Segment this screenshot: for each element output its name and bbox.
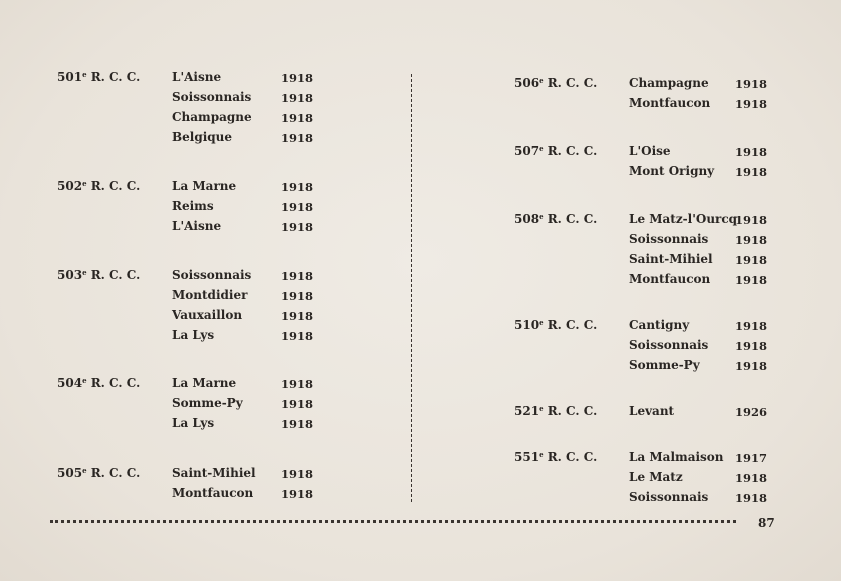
battle-year: 1918 <box>281 220 314 234</box>
regiment-label <box>514 76 597 90</box>
battle-year: 1918 <box>281 131 314 145</box>
regiment-number: 510 <box>514 318 540 332</box>
ordinal-suffix: e <box>82 376 87 385</box>
battle-year: 1918 <box>281 91 314 105</box>
ordinal-suffix: e <box>82 70 87 79</box>
column-divider <box>411 74 412 502</box>
battle-year: 1918 <box>281 309 314 323</box>
regiment-number: 507 <box>514 144 540 158</box>
regiment-label <box>57 70 140 84</box>
battle-place: Mont Origny <box>629 164 715 178</box>
battle-place: Le Matz-l'Ourcq <box>629 212 738 226</box>
regiment-label <box>514 212 597 226</box>
regiment-number: 501 <box>57 70 83 84</box>
battle-year: 1918 <box>735 273 768 287</box>
ordinal-suffix: e <box>82 179 87 188</box>
ordinal-suffix: e <box>82 268 87 277</box>
battle-place: La Marne <box>172 376 237 390</box>
regiment-number: 551 <box>514 450 540 464</box>
battle-place: La Marne <box>172 179 237 193</box>
regiment-label <box>57 179 140 193</box>
battle-place: Saint-Mihiel <box>629 252 713 266</box>
battle-place: Soissonnais <box>172 268 252 282</box>
battle-place: Soissonnais <box>629 232 709 246</box>
ordinal-suffix: e <box>82 466 87 475</box>
battle-place: L'Oise <box>629 144 671 158</box>
regiment-number: 504 <box>57 376 83 390</box>
regiment-number: 508 <box>514 212 540 226</box>
ordinal-suffix: e <box>539 318 544 327</box>
battle-year: 1918 <box>735 471 768 485</box>
battle-year: 1918 <box>281 397 314 411</box>
regiment-abbreviation: R. C. C. <box>86 179 141 193</box>
battle-year: 1918 <box>735 339 768 353</box>
battle-place: Le Matz <box>629 470 683 484</box>
regiment-abbreviation: R. C. C. <box>543 404 598 418</box>
regiment-number: 503 <box>57 268 83 282</box>
battle-place: Montfaucon <box>629 272 711 286</box>
battle-year: 1918 <box>735 213 768 227</box>
battle-year: 1918 <box>281 417 314 431</box>
page-number: 87 <box>758 516 775 530</box>
battle-year: 1918 <box>281 487 314 501</box>
battle-year: 1918 <box>735 145 768 159</box>
battle-year: 1918 <box>281 111 314 125</box>
regiment-label <box>57 466 140 480</box>
battle-place: Soissonnais <box>172 90 252 104</box>
battle-year: 1918 <box>281 329 314 343</box>
battle-year: 1918 <box>281 200 314 214</box>
battle-place: Belgique <box>172 130 233 144</box>
ordinal-suffix: e <box>539 450 544 459</box>
regiment-abbreviation: R. C. C. <box>86 466 141 480</box>
battle-place: Soissonnais <box>629 490 709 504</box>
battle-place: Somme-Py <box>172 396 243 410</box>
battle-year: 1918 <box>735 491 768 505</box>
footer-rule <box>50 520 736 523</box>
battle-place: La Lys <box>172 416 215 430</box>
regiment-abbreviation: R. C. C. <box>543 144 598 158</box>
regiment-abbreviation: R. C. C. <box>543 76 598 90</box>
battle-place: Somme-Py <box>629 358 700 372</box>
ordinal-suffix: e <box>539 404 544 413</box>
battle-place: L'Aisne <box>172 70 222 84</box>
regiment-number: 521 <box>514 404 540 418</box>
battle-place: Cantigny <box>629 318 690 332</box>
regiment-number: 506 <box>514 76 540 90</box>
battle-year: 1918 <box>281 269 314 283</box>
battle-place: Soissonnais <box>629 338 709 352</box>
regiment-label <box>514 404 597 418</box>
ordinal-suffix: e <box>539 212 544 221</box>
regiment-abbreviation: R. C. C. <box>86 70 141 84</box>
regiment-label <box>57 376 140 390</box>
battle-year: 1918 <box>735 359 768 373</box>
battle-place: Champagne <box>172 110 252 124</box>
ordinal-suffix: e <box>539 144 544 153</box>
regiment-abbreviation: R. C. C. <box>543 318 598 332</box>
battle-year: 1918 <box>281 71 314 85</box>
regiment-abbreviation: R. C. C. <box>86 376 141 390</box>
battle-year: 1918 <box>735 319 768 333</box>
regiment-abbreviation: R. C. C. <box>543 450 598 464</box>
regiment-number: 505 <box>57 466 83 480</box>
battle-place: Champagne <box>629 76 709 90</box>
battle-year: 1926 <box>735 405 768 419</box>
battle-year: 1918 <box>281 180 314 194</box>
battle-place: Montfaucon <box>629 96 711 110</box>
battle-year: 1918 <box>735 97 768 111</box>
battle-place: La Malmaison <box>629 450 724 464</box>
regiment-label <box>57 268 140 282</box>
battle-place: Montfaucon <box>172 486 254 500</box>
battle-year: 1918 <box>735 233 768 247</box>
battle-year: 1918 <box>735 253 768 267</box>
battle-place: Levant <box>629 404 675 418</box>
regiment-label <box>514 450 597 464</box>
regiment-abbreviation: R. C. C. <box>543 212 598 226</box>
battle-place: Reims <box>172 199 214 213</box>
battle-year: 1918 <box>735 77 768 91</box>
battle-year: 1918 <box>735 165 768 179</box>
battle-year: 1917 <box>735 451 768 465</box>
regiment-label <box>514 144 597 158</box>
regiment-abbreviation: R. C. C. <box>86 268 141 282</box>
battle-year: 1918 <box>281 467 314 481</box>
regiment-number: 502 <box>57 179 83 193</box>
ordinal-suffix: e <box>539 76 544 85</box>
battle-year: 1918 <box>281 377 314 391</box>
regiment-label <box>514 318 597 332</box>
battle-year: 1918 <box>281 289 314 303</box>
battle-place: L'Aisne <box>172 219 222 233</box>
battle-place: Saint-Mihiel <box>172 466 256 480</box>
battle-place: Vauxaillon <box>172 308 243 322</box>
battle-place: Montdidier <box>172 288 248 302</box>
battle-place: La Lys <box>172 328 215 342</box>
